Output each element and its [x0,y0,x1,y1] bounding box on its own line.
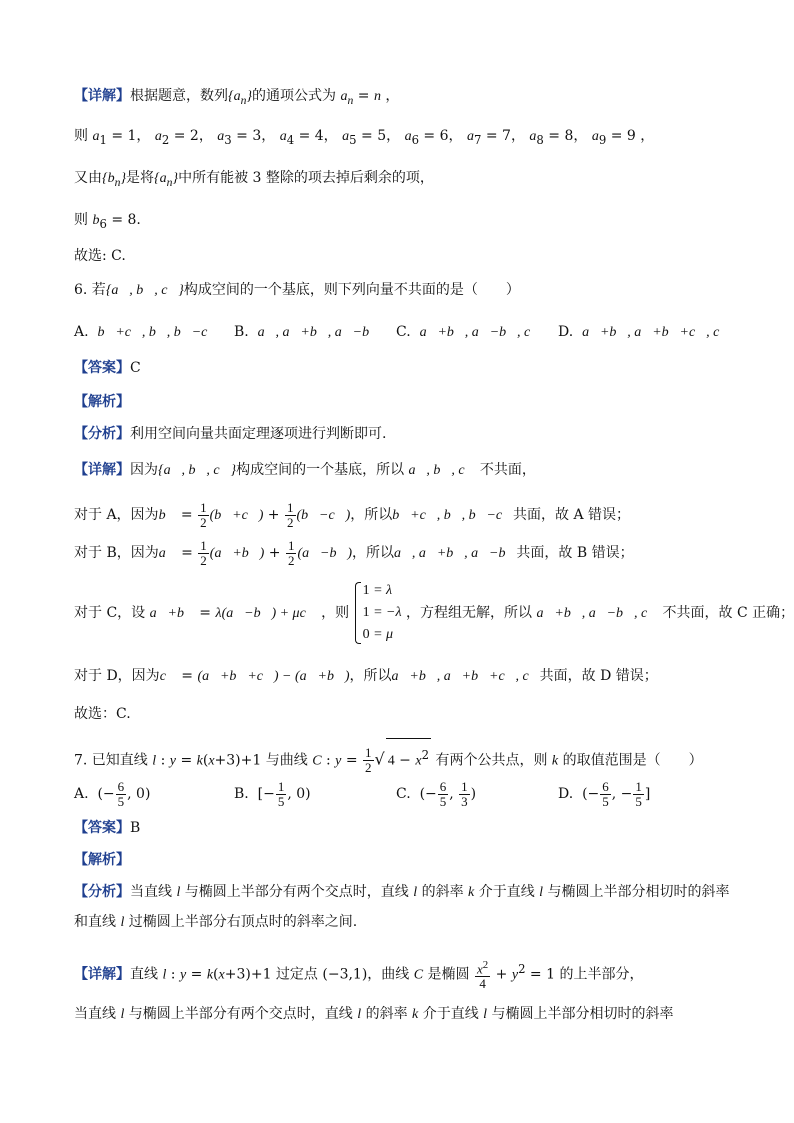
line-bn-definition: 又由$\{b_n\}$是将$\{a_n\}$中所有能被 3 整除的项去掉后剩余的项， [74,170,434,189]
q6-detail-d: 对于 D，因为c⃗ = (a⃗+b⃗+c⃗) − (a⃗+b⃗)，所以a⃗+b⃗, a⃗+b⃗+c⃗, c⃗共面，故 D 错误； [74,668,658,684]
q6-detail-b: 对于 B，因为a⃗ = $\frac{1}{2}$ (a⃗+b⃗) + $\frac{1}{2}$ (a⃗−b⃗)，所以a⃗, a⃗+b⃗, a⃗−b⃗共面，故 B 错误； [74,537,634,568]
question-7-stem: 7. 已知直线 l : y = k(x+3)+1 与曲线 C : y = $\frac{1}{2}$ √ $4 - x^2$ 有两个公共点，则 k 的取值范围是（ ） [74,738,703,778]
q7-analysis-2: 和直线 l 过椭圆上半部分右顶点时的斜率之间. [74,914,358,930]
line-sequence-values: 则 $a_1 = 1$， $a_2 = 2$， $a_3 = 3$， $a_4 = 4$， $a_5 = 5$， $a_6 = 6$， $a_7 = 7$， $a_8 = 8$， $a_9 = 9$ ， [74,128,655,147]
q7-option-a: A. (− $\frac{6}{5}$ , 0) [74,778,151,809]
q6-option-a: A. b⃗+c⃗, b⃗, b⃗−c⃗ [74,324,219,340]
q6-detail-a: 对于 A，因为b⃗ = $\frac{1}{2}$ (b⃗+c⃗) + $\frac{1}{2}$ (b⃗−c⃗)，所以b⃗+c⃗, b⃗, b⃗−c⃗共面，故 A 错误； [74,499,631,530]
q6-option-c: C. a⃗+b⃗, a⃗−b⃗, c⃗ [396,324,542,340]
q7-option-c: C. (− $\frac{6}{5}$ , $\frac{1}{3}$ ) [396,778,477,809]
q7-answer: 【答案】B [74,820,141,836]
q6-answer: 【答案】C [74,360,141,376]
q7-analysis-heading: 【解析】 [74,852,130,868]
q7-detail-1: 【详解】直线 l : y = k(x+3)+1 过定点 (−3,1)，曲线 C 是椭圆 $\frac{x^2}{4}$ + $y^2 = 1$ 的上半部分， [74,958,644,992]
q6-detail-intro: 【详解】因为{a⃗, b⃗, c⃗}构成空间的一个基底，所以 a⃗, b⃗, c⃗ 不共面， [74,462,536,478]
line-choose-c-2: 故选：C. [74,706,131,722]
line-b6: 则 $b_6 = 8$. [74,212,141,231]
line-choose-c-1: 故选: C. [74,248,126,264]
q6-analysis-heading: 【解析】 [74,394,130,410]
q7-detail-2: 当直线 l 与椭圆上半部分有两个交点时，直线 l 的斜率 k 介于直线 l 与椭圆上半部分相切时的斜率 [74,1006,674,1022]
q7-option-b: B. [− $\frac{1}{5}$ , 0) [234,778,311,809]
q6-analysis: 【分析】利用空间向量共面定理逐项进行判断即可. [74,426,387,442]
q6-option-d: D. a⃗+b⃗, a⃗+b⃗+c⃗, c⃗ [558,324,731,340]
line-detail-1: 【详解】根据题意，数列$\{a_n\}$的通项公式为 $a_n = n$ ， [74,88,400,107]
q6-detail-c: 对于 C，设 a⃗+b⃗ = λ(a⃗−b⃗) + μc⃗ ，则 1 = λ 1 = −λ 0 = μ ，方程组无解，所以 a⃗+b⃗, a⃗−b⃗, c⃗ 不共面，故 C 正确； [74,578,794,649]
q7-analysis-1: 【分析】当直线 l 与椭圆上半部分有两个交点时，直线 l 的斜率 k 介于直线 l 与椭圆上半部分相切时的斜率 [74,884,730,900]
q6-option-b: B. a⃗, a⃗+b⃗, a⃗−b⃗ [234,324,380,340]
q7-option-d: D. (− $\frac{6}{5}$ , − $\frac{1}{5}$ ] [558,778,651,809]
equation-system: 1 = λ 1 = −λ 0 = μ [354,580,402,646]
question-6-stem: 6. 若{a⃗, b⃗, c⃗}构成空间的一个基底，则下列向量不共面的是（ ） [74,282,520,298]
